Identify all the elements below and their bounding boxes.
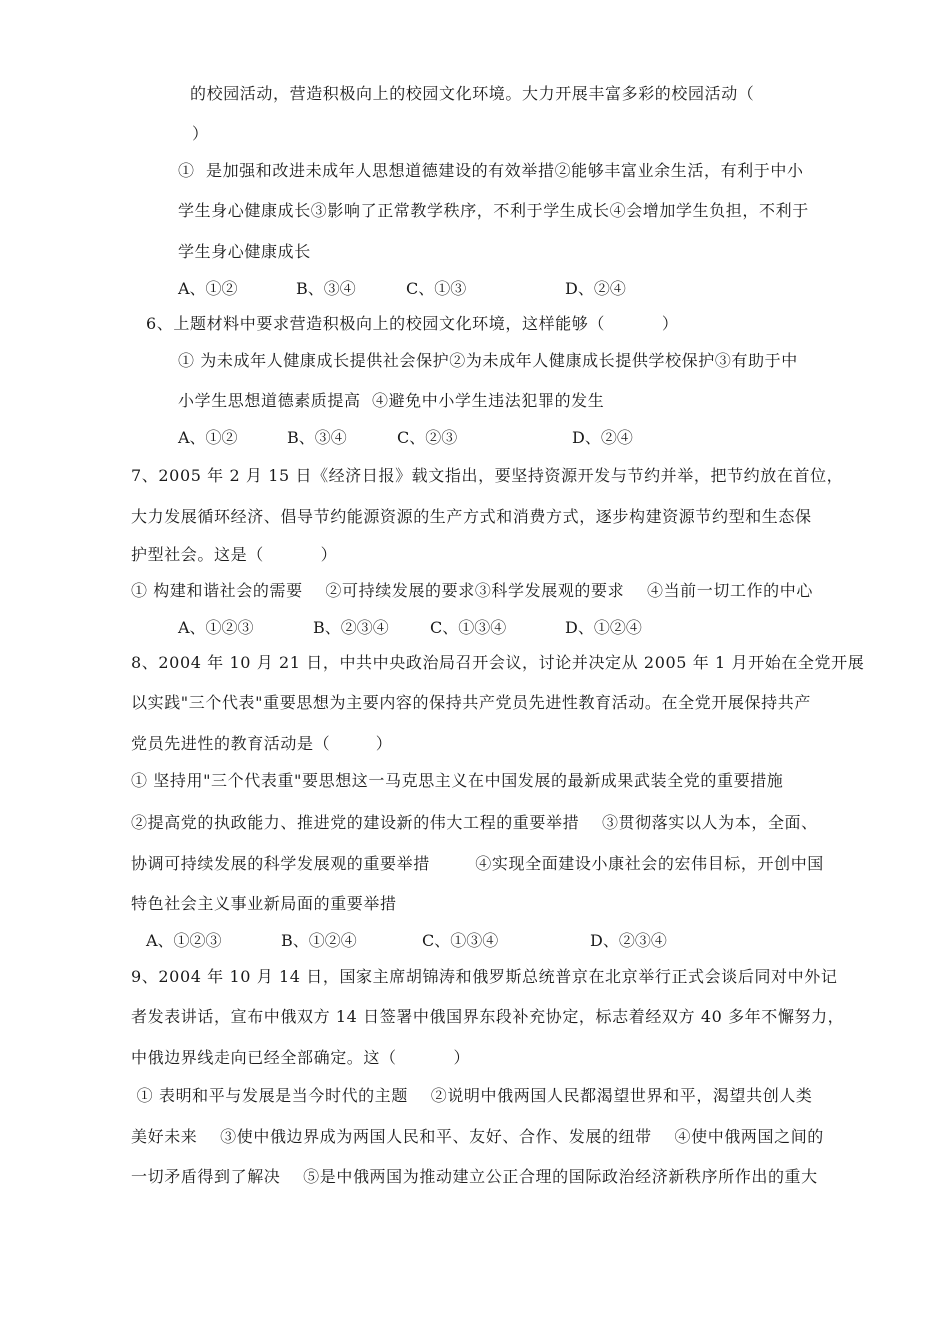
q6-option-c: C、②③: [397, 428, 458, 447]
q5-stem-continued: 的校园活动，营造积极向上的校园文化环境。大力开展丰富多彩的校园活动（: [190, 84, 755, 103]
q5-option-c: C、①③: [406, 279, 467, 298]
q7-option-b: B、②③④: [313, 618, 389, 637]
q9-item-line: 美好未来 ③使中俄边界成为两国人民和平、友好、合作、发展的纽带 ④使中俄两国之间的: [131, 1127, 824, 1146]
q5-item-line: 学生身心健康成长③影响了正常教学秩序，不利于学生成长④会增加学生负担，不利于: [178, 201, 809, 220]
q7-option-c: C、①③④: [430, 618, 507, 637]
q5-item-line: 学生身心健康成长: [178, 242, 311, 261]
q5-item-line: ① 是加强和改进未成年人思想道德建设的有效举措②能够丰富业余生活，有利于中小: [178, 161, 804, 180]
q8-item-line: 协调可持续发展的科学发展观的重要举措 ④实现全面建设小康社会的宏伟目标，开创中国: [131, 854, 824, 873]
q8-option-b: B、①②④: [281, 931, 357, 950]
q6-option-d: D、②④: [572, 428, 633, 447]
q8-item-line: ②提高党的执政能力、推进党的建设新的伟大工程的重要举措 ③贯彻落实以人为本，全面、: [131, 813, 818, 832]
q7-option-a: A、①②③: [178, 618, 254, 637]
q5-option-b: B、③④: [296, 279, 356, 298]
q5-paren-close: ）: [192, 124, 209, 143]
q6-option-a: A、①②: [178, 428, 238, 447]
q7-stem-line: 护型社会。这是（ ）: [131, 545, 338, 564]
q9-stem-line: 中俄边界线走向已经全部确定。这（ ）: [131, 1048, 471, 1067]
q9-stem-line: 9、2004 年 10 月 14 日，国家主席胡锦涛和俄罗斯总统普京在北京举行正式会谈后同对中外记: [131, 967, 838, 986]
q8-stem-line: 党员先进性的教育活动是（ ）: [131, 734, 393, 753]
q9-stem-line: 者发表讲话，宣布中俄双方 14 日签署中俄国界东段补充协定，标志着经双方 40 多年不懈努力，: [131, 1007, 845, 1026]
q7-stem-line: 大力发展循环经济、倡导节约能源资源的生产方式和消费方式，逐步构建资源节约型和生态保: [131, 507, 812, 526]
q8-item-line: 特色社会主义事业新局面的重要举措: [131, 894, 397, 913]
q8-stem-line: 以实践"三个代表"重要思想为主要内容的保持共产党员先进性教育活动。在全党开展保持共产: [131, 693, 811, 712]
q8-item-line: ① 坚持用"三个代表重"要思想这一马克思主义在中国发展的最新成果武装全党的重要措施: [131, 771, 784, 790]
q5-option-a: A、①②: [178, 279, 238, 298]
q5-option-d: D、②④: [565, 279, 626, 298]
q8-option-c: C、①③④: [422, 931, 499, 950]
q6-item-line: ① 为未成年人健康成长提供社会保护②为未成年人健康成长提供学校保护③有助于中: [178, 351, 798, 370]
q9-item-line: 一切矛盾得到了解决 ⑤是中俄两国为推动建立公正合理的国际政治经济新秩序所作出的重大: [131, 1167, 818, 1186]
q7-option-d: D、①②④: [565, 618, 642, 637]
q8-option-d: D、②③④: [590, 931, 667, 950]
q8-option-a: A、①②③: [146, 931, 222, 950]
q6-stem: 6、上题材料中要求营造积极向上的校园文化环境，这样能够（ ）: [146, 314, 679, 333]
q9-item-line: ① 表明和平与发展是当今时代的主题 ②说明中俄两国人民都渴望世界和平，渴望共创人类: [131, 1086, 813, 1105]
q6-option-b: B、③④: [287, 428, 347, 447]
q7-item-line: ① 构建和谐社会的需要 ②可持续发展的要求③科学发展观的要求 ④当前一切工作的中心: [131, 581, 813, 600]
q7-stem-line: 7、2005 年 2 月 15 日《经济日报》载文指出，要坚持资源开发与节约并举，把节约放在首位，: [131, 466, 844, 485]
q6-item-line: 小学生思想道德素质提高 ④避免中小学生违法犯罪的发生: [178, 391, 605, 410]
q8-stem-line: 8、2004 年 10 月 21 日，中共中央政治局召开会议，讨论并决定从 2005 年 1 月开始在全党开展: [131, 653, 865, 672]
